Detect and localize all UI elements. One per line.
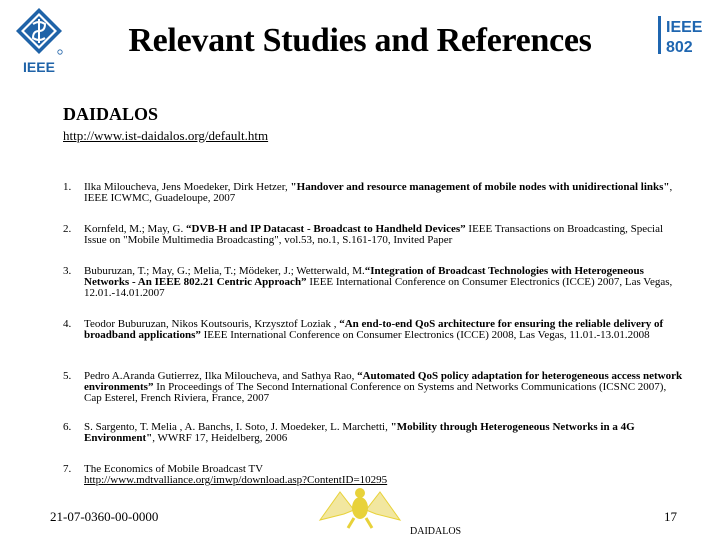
reference-title: “DVB-H and IP Datacast - Broadcast to Handheld Devices” (185, 223, 466, 235)
reference-authors: Buburuzan, T.; May, G.; Melia, T.; Mödeker, J.; Wetterwald, M. (84, 265, 365, 277)
reference-title: “An end-to-end QoS architecture for ensuring the reliable delivery of broadband applications” (84, 318, 664, 341)
reference-authors: Ilka Miloucheva, Jens Moedeker, Dirk Hetzer, (84, 181, 291, 193)
reference-number: 4. (63, 318, 72, 330)
reference-authors: Pedro A.Aranda Gutierrez, Ilka Miloucheva, and Sathya Rao, (84, 370, 358, 382)
reference-text (84, 224, 684, 246)
mascot-logo (314, 480, 406, 538)
reference-number: 1. (63, 181, 72, 193)
ieee-wordmark: IEEE (23, 59, 55, 75)
reference-text (84, 319, 684, 341)
reference-venue: IEEE International Conference on Consumer Electronics (ICCE) 2007, Las Vegas, 12.01.-14.01.2007 (84, 276, 673, 299)
ieee-802-logo-line2: 802 (666, 39, 693, 56)
reference-number: 6. (63, 421, 72, 433)
ieee-802-logo-line1: IEEE (666, 19, 703, 36)
page-title: Relevant Studies and References (128, 22, 592, 59)
reference-title: "Handover and resource management of mobile nodes with unidirectional links" (290, 181, 670, 193)
reference-authors: S. Sargento, T. Melia , A. Banchs, I. Soto, J. Moedeker, L. Marchetti, (84, 421, 391, 433)
mdtv-alliance-link[interactable]: http://www.mdtvalliance.org/imwp/download.asp?ContentID=10295 (84, 474, 388, 486)
reference-venue: IEEE Transactions on Broadcasting, Special Issue on "Mobile Multimedia Broadcasting", vol.53, no.1, S.161-170, Invited Paper (84, 223, 664, 246)
reference-text (84, 371, 684, 404)
ieee-802-logo-icon (658, 14, 704, 56)
reference-text (84, 182, 684, 204)
reference-number: 3. (63, 265, 72, 277)
ieee-802-logo (658, 14, 704, 56)
reference-venue: In Proceedings of The Second International Conference on Systems and Networks Communications (ICSNC 2007), Cap Esterel, French Riviera, France, 2007 (84, 381, 667, 404)
page-number: 17 (664, 509, 677, 524)
reference-text (84, 422, 684, 444)
reference-number: 2. (63, 223, 72, 235)
reference-number: 5. (63, 370, 72, 382)
reference-title: “Automated QoS policy adaptation for heterogeneous access network environments” (84, 370, 683, 393)
reference-venue: , WWRF 17, Heidelberg, 2006 (152, 432, 288, 444)
document-number: 21-07-0360-00-0000 (50, 509, 159, 524)
daidalos-website-link[interactable]: http://www.ist-daidalos.org/default.htm (63, 128, 269, 143)
footer-label: DAIDALOS (410, 526, 462, 537)
reference-authors: Kornfeld, M.; May, G. (84, 223, 186, 235)
reference-venue: , IEEE ICWMC, Guadeloupe, 2007 (84, 181, 673, 204)
daidalos-mascot-icon (314, 480, 406, 538)
section-heading: DAIDALOS (63, 104, 159, 124)
reference-authors: Teodor Buburuzan, Nikos Koutsouris, Krzysztof Loziak , (84, 318, 340, 330)
reference-authors: The Economics of Mobile Broadcast TV (84, 463, 264, 475)
reference-text (84, 266, 684, 299)
reference-venue: IEEE International Conference on Consumer Electronics (ICCE) 2008, Las Vegas, 11.01.-13.01.2008 (200, 329, 650, 341)
reference-title: “Integration of Broadcast Technologies with Heterogeneous Networks - An IEEE 802.21 Centric Approach” (84, 265, 644, 288)
reference-number: 7. (63, 463, 72, 475)
reference-title: "Mobility through Heterogeneous Networks in a 4G Environment" (84, 421, 635, 444)
